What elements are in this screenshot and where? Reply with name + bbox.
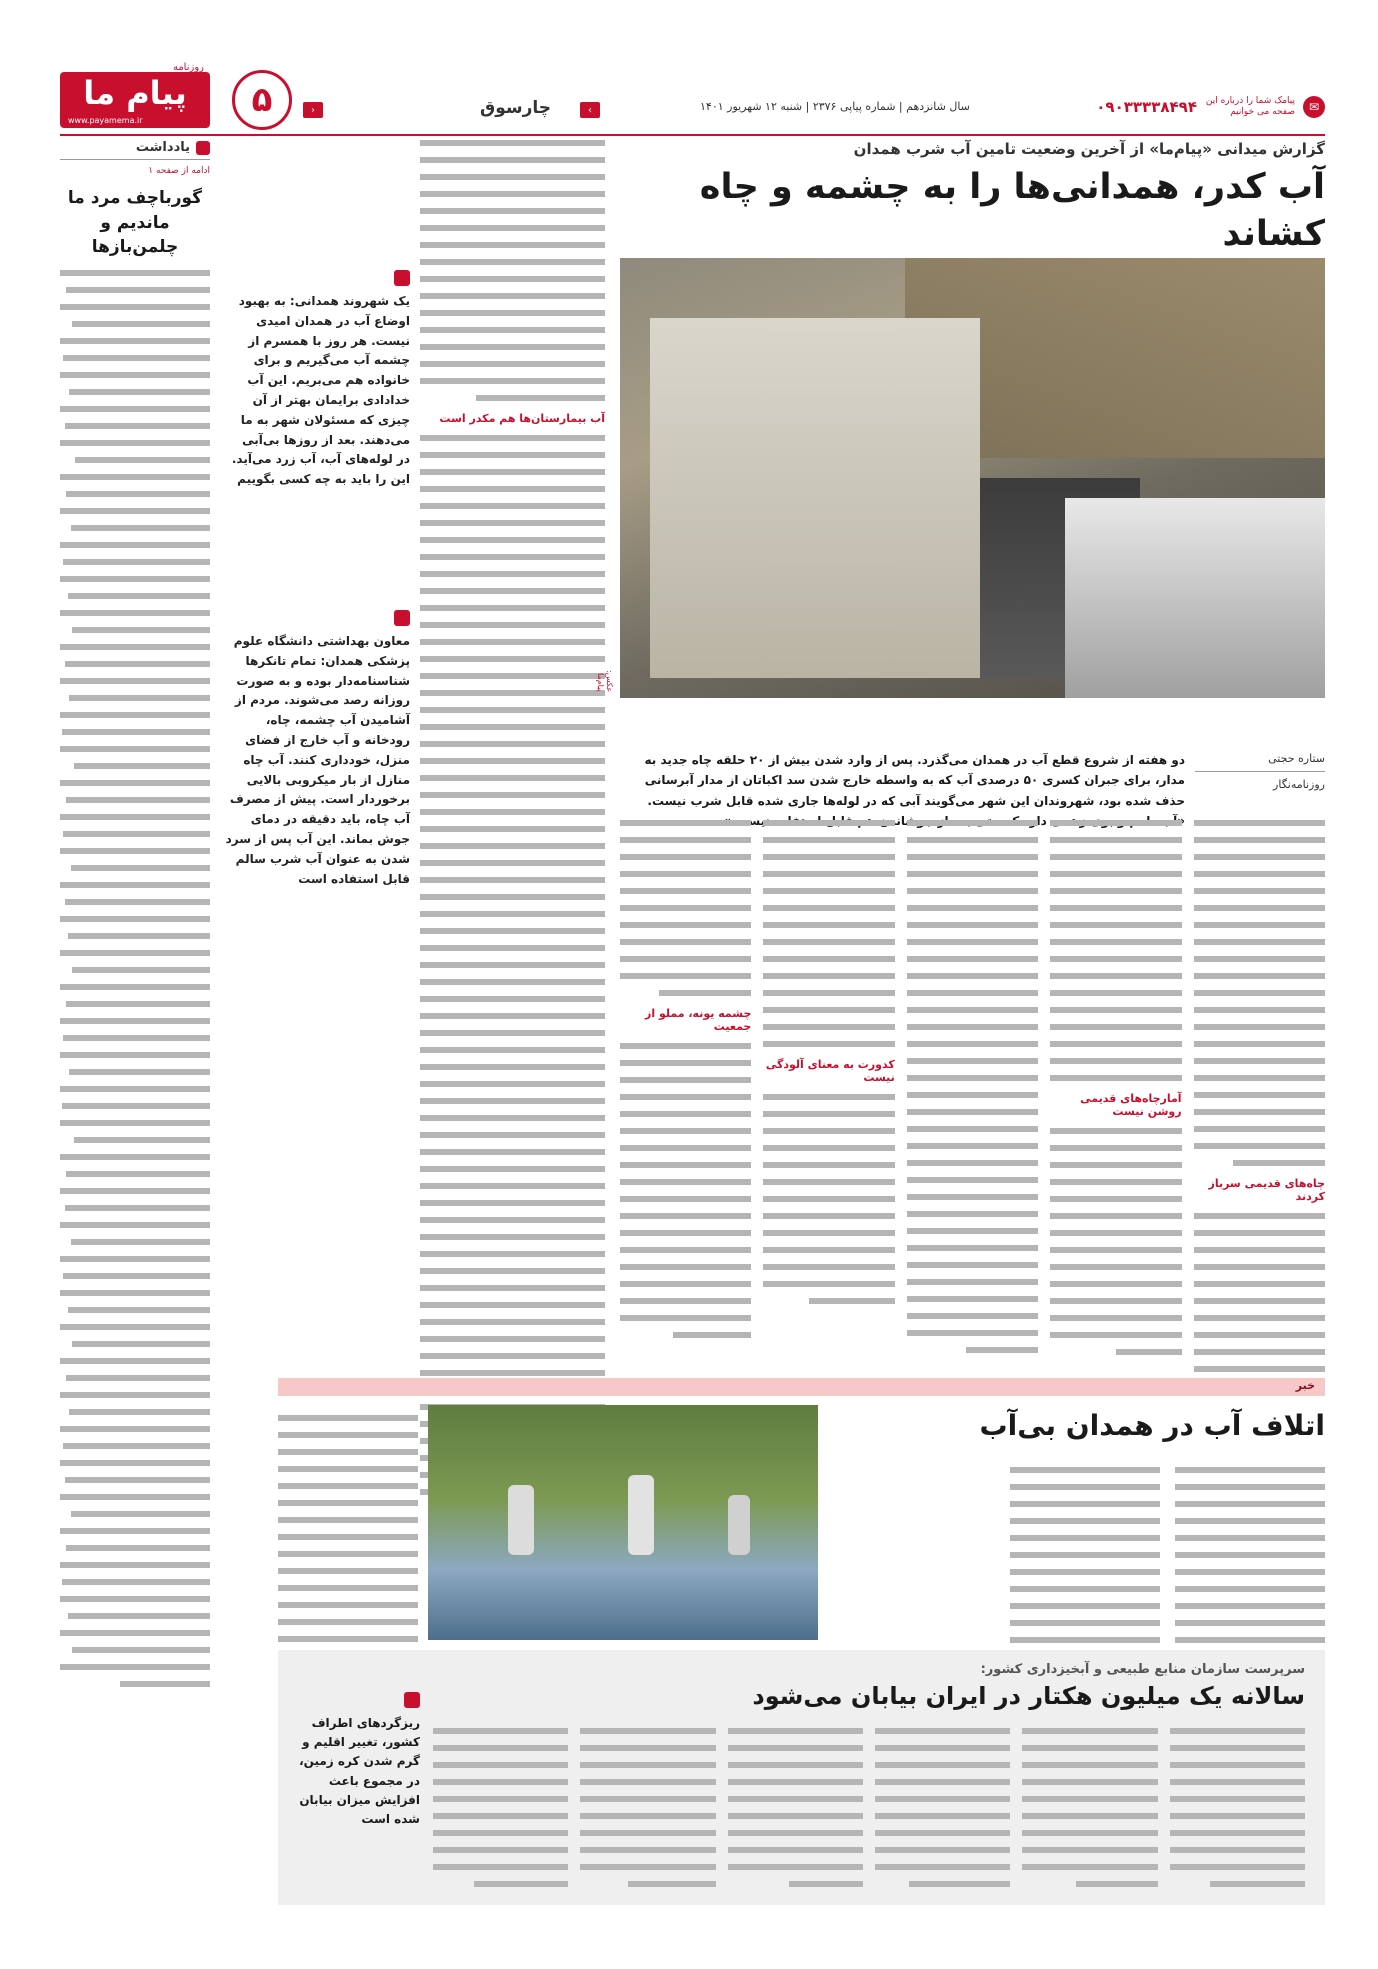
spring-water-photo — [620, 258, 1325, 698]
body-column-2 — [1050, 820, 1181, 1380]
main-headline[interactable]: آب کدر، همدانی‌ها را به چشمه و چاه کشاند — [699, 167, 1325, 255]
page-header — [60, 60, 1325, 130]
article-continuation-column — [420, 140, 605, 1370]
news2-body — [433, 1728, 1305, 1898]
logo-site: www.payamema.ir — [68, 116, 143, 125]
continue-from-page[interactable]: ادامه از صفحه ۱ — [148, 166, 210, 176]
citizen-quote — [225, 270, 410, 490]
official-quote — [225, 610, 410, 889]
note-icon — [196, 141, 210, 155]
news1-column-2 — [1010, 1467, 1160, 1647]
continuation-text-top — [420, 140, 605, 401]
logo-text: پیام ما — [83, 74, 187, 112]
section-name: چارسوق — [480, 98, 551, 118]
subheading-yuneh-spring: چشمه یونه، مملو از جمعیت — [645, 1007, 752, 1033]
page-number: ۵ — [232, 70, 292, 130]
message-icon: ✉ — [1303, 96, 1325, 118]
news-article-water-waste — [278, 1405, 1325, 1645]
news2-headline[interactable]: سالانه یک میلیون هکتار در ایران بیابان می‌شود — [752, 1682, 1305, 1710]
news2-quote-text: ریزگردهای اطراف کشور، تغییر اقلیم و گرم شدن کره زمین، در مجموع باعث افزایش میزان بیابان شده است — [299, 1716, 420, 1826]
main-article — [596, 140, 1325, 1203]
news1-column-1 — [1175, 1467, 1325, 1647]
news-section-label: خبر — [1295, 1379, 1315, 1392]
body-column-4 — [763, 820, 894, 1380]
sms-contact — [1096, 96, 1325, 118]
subheading-old-wells: چاه‌های قدیمی سرباز کردند — [1208, 1177, 1325, 1203]
opinion-note-column — [60, 140, 210, 1910]
news-section-bar — [278, 1378, 1325, 1396]
continuation-text-bottom — [420, 435, 605, 1512]
sms-note: پیامک شما را درباره این صفحه می خوانیم — [1205, 96, 1295, 117]
note-tag-label: یادداشت — [135, 140, 190, 155]
quote-icon — [404, 1692, 420, 1708]
news2-quote — [290, 1692, 420, 1829]
body-column-3 — [907, 820, 1038, 1380]
logo-small-text: روزنامه — [172, 62, 204, 73]
official-quote-text: معاون بهداشتی دانشگاه علوم پزشکی همدان: تمام تانکرها شناسنامه‌دار بوده و به صورت روزانه رصد می‌شوند. مردم از آشامیدن آب چشمه، چاه، رودخانه و آب خارج از فضای منزل، خودداری کنند. آب چاه منازل از بار میکروبی بالایی برخوردار است. پیش از مصرف آب چاه، باید دقیقه در دمای جوش بماند. این آب پس از سرد شدن به عنوان آب شرب سالم قابل استفاده است — [225, 633, 410, 886]
newspaper-logo[interactable] — [60, 62, 210, 128]
park-fountain-photo — [428, 1405, 818, 1640]
subheading-hospital-water: آب بیمارستان‌ها هم مکدر است — [439, 412, 605, 425]
author-name: ستاره حجتی — [1268, 752, 1325, 765]
subheading-well-stats: آمارچاه‌های قدیمی روشن نیست — [1080, 1092, 1182, 1118]
next-page-arrow-icon[interactable]: › — [580, 102, 600, 118]
note-body-text — [60, 270, 210, 1687]
quote-icon — [394, 270, 410, 286]
main-kicker: گزارش میدانی «پیام‌ما» از آخرین وضعیت تامین آب شرب همدان — [853, 140, 1325, 158]
body-column-1 — [1194, 820, 1325, 1380]
news-article-desertification — [278, 1650, 1325, 1905]
header-divider — [60, 134, 1325, 136]
author-role: روزنامه‌نگار — [1273, 778, 1325, 791]
author-box — [1195, 752, 1325, 791]
article-body — [620, 820, 1325, 1380]
news2-kicker: سرپرست سازمان منابع طبیعی و آبخیزداری کشور: — [980, 1662, 1305, 1677]
photo-credit: عکس: پیام‌ما — [596, 670, 614, 693]
note-tag — [60, 140, 210, 160]
note-title: گورباچف مرد ما ماندیم و چلمن‌بازها — [67, 188, 203, 258]
quote-icon — [394, 610, 410, 626]
article-lead: دو هفته از شروع قطع آب در همدان می‌گذرد. پس از وارد شدن بیش از ۲۰ حلقه چاه جدید به مدار، برای جبران کسری ۵۰ درصدی آب که به واسطه خارج شدن سد اکباتان از مدار آبرسانی حذف شده بود، شهروندان این شهر می‌گویند آبی که در لوله‌ها جاری شده قابل شرب نیست. «آب طعم و بوی زهمی دارد که حتی بعد از جوشاندن هم قابل استفاده نیست.» — [644, 753, 1185, 829]
news1-column-3 — [278, 1415, 418, 1645]
issue-info: سال شانزدهم | شماره پیاپی ۲۳۷۶ | شنبه ۱۲ شهریور ۱۴۰۱ — [700, 100, 970, 113]
sms-phone-number[interactable]: ۰۹۰۳۳۳۳۸۴۹۴ — [1096, 98, 1197, 116]
prev-page-arrow-icon[interactable]: ‹ — [303, 102, 323, 118]
subheading-turbidity: کدورت به معنای آلودگی نیست — [765, 1058, 895, 1084]
body-column-5 — [620, 820, 751, 1380]
citizen-quote-text: یک شهروند همدانی: به بهبود اوضاع آب در همدان امیدی نیست. هر روز با همسرم از چشمه آب می‌گیریم و برای خانواده هم می‌بریم. این آب خدادادی برایمان بهتر از آن چیزی که مسئولان شهر به ما می‌دهند. بعد از روزها بی‌آبی در لوله‌های آب، آب زرد می‌آید. این را باید به چه کسی بگوییم — [231, 294, 410, 487]
news1-headline[interactable]: اتلاف آب در همدان بی‌آب — [979, 1409, 1325, 1442]
